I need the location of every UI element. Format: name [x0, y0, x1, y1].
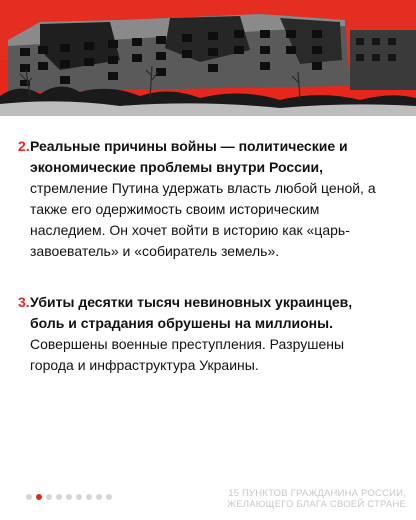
point-number: 3. — [18, 294, 30, 310]
point-body: стремление Путина удержать власть любой ценой, а также его одержимость своим историческим наследием. Он хочет войти в историю как «царь-завоеватель» и «собиратель земель». — [30, 180, 376, 259]
point-number: 2. — [18, 138, 30, 154]
pagination-dot[interactable] — [86, 494, 92, 500]
pagination-dot[interactable] — [26, 494, 32, 500]
pagination-dot[interactable] — [76, 494, 82, 500]
point-headline: Убиты десятки тысяч невиновных украинцев, боль и страдания обрушены на миллионы. — [30, 294, 353, 331]
pagination-dot[interactable] — [66, 494, 72, 500]
pagination-dot[interactable] — [106, 494, 112, 500]
point-2 — [18, 136, 390, 262]
footer — [0, 480, 416, 520]
footer-caption: 15 ПУНКТОВ ГРАЖДАНИНА РОССИИ, ЖЕЛАЮЩЕГО БЛАГА СВОЕЙ СТРАНЕ — [227, 488, 406, 510]
point-body: Совершены военные преступления. Разрушены города и инфраструктура Украины. — [30, 336, 345, 373]
destroyed-building-image — [0, 0, 416, 116]
pagination-dots[interactable] — [26, 494, 112, 500]
pagination-dot[interactable] — [36, 494, 42, 500]
point-headline: Реальные причины войны — политические и экономические проблемы внутри России, — [30, 138, 348, 175]
pagination-dot[interactable] — [56, 494, 62, 500]
pagination-dot[interactable] — [46, 494, 52, 500]
pagination-dot[interactable] — [96, 494, 102, 500]
point-text — [30, 136, 390, 262]
point-text — [30, 292, 390, 376]
hero-photo — [0, 0, 416, 116]
point-3 — [18, 292, 390, 376]
